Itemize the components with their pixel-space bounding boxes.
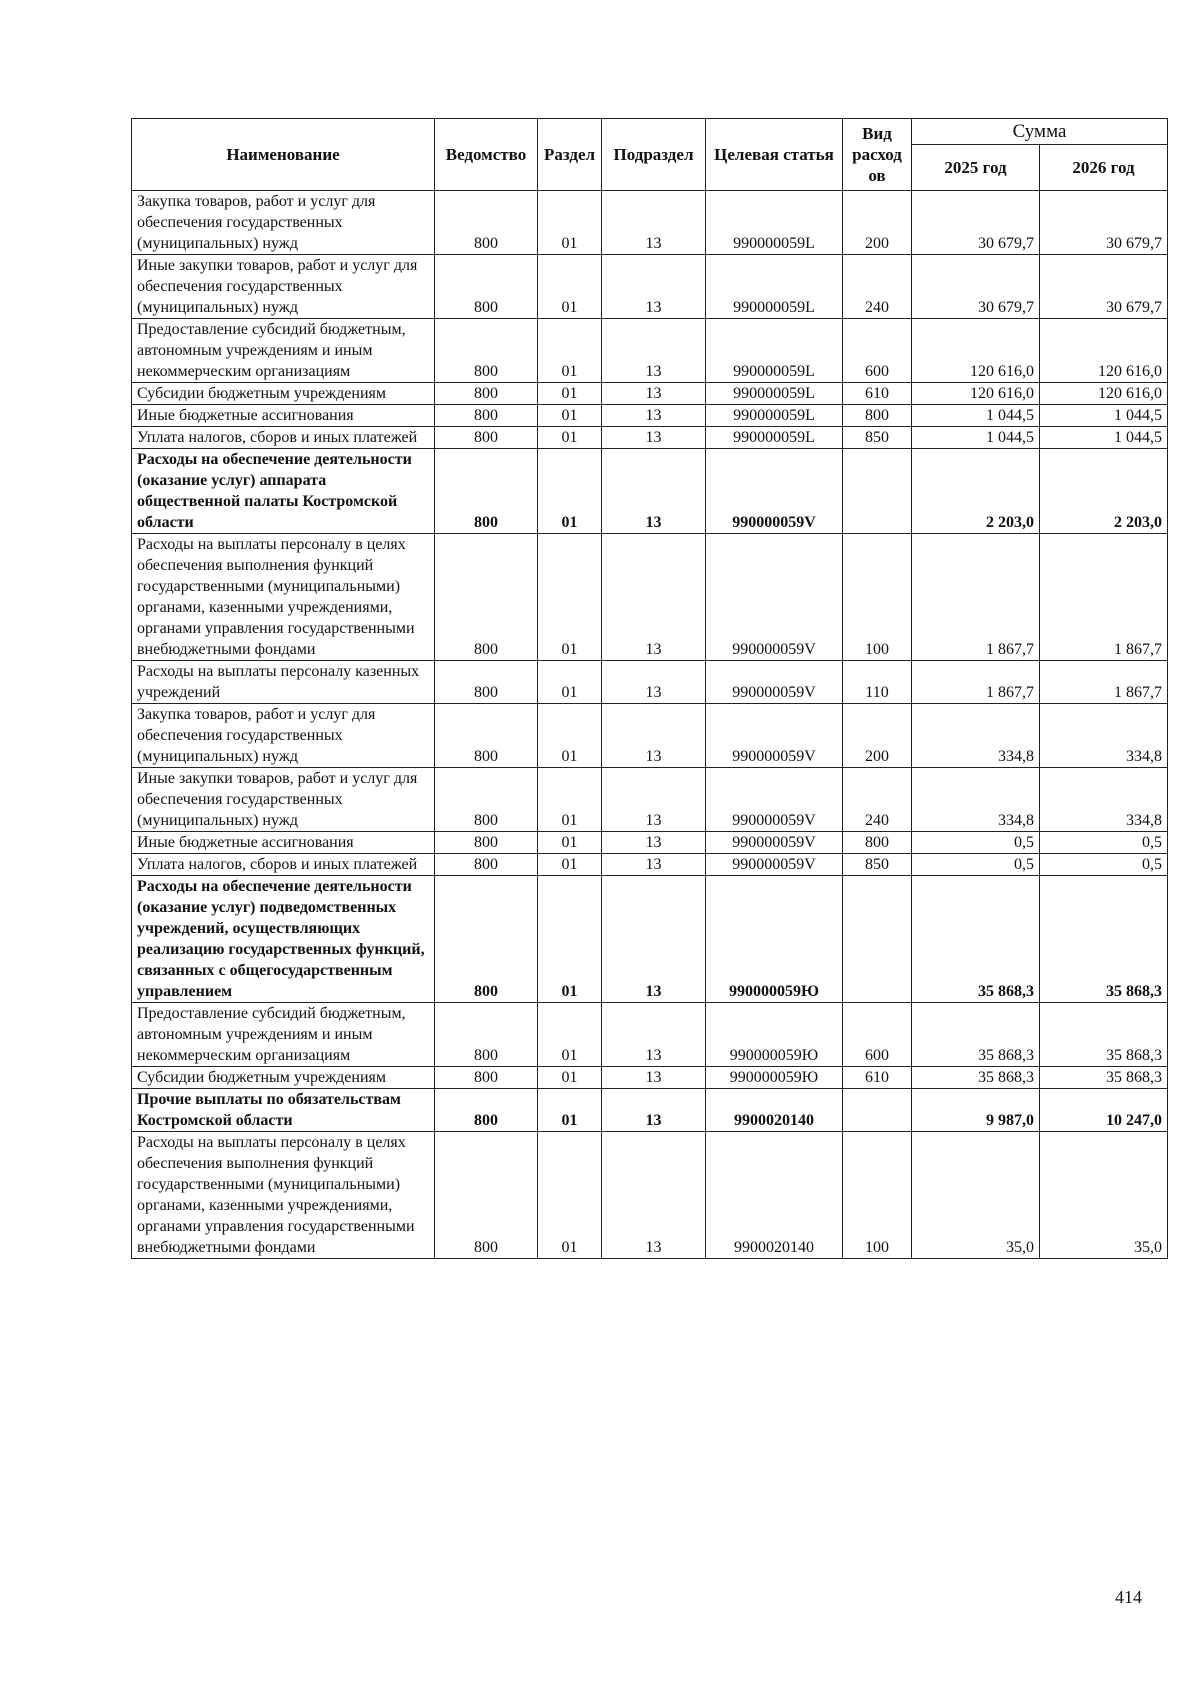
cell-exptype: 850 <box>843 427 912 449</box>
cell-name: Иные закупки товаров, работ и услуг для обеспечения государственных (муниципальных) нужд <box>132 768 435 832</box>
cell-section: 01 <box>538 1003 602 1067</box>
cell-section: 01 <box>538 1132 602 1259</box>
cell-subsection: 13 <box>602 405 706 427</box>
cell-exptype: 240 <box>843 255 912 319</box>
header-name: Наименование <box>132 119 435 191</box>
cell-sum-2026: 35 868,3 <box>1040 1067 1168 1089</box>
cell-dept: 800 <box>435 191 538 255</box>
table-header <box>132 119 1168 191</box>
cell-sum-2025: 1 867,7 <box>912 534 1040 661</box>
header-year-2026: 2026 год <box>1040 145 1168 191</box>
cell-sum-2026: 1 867,7 <box>1040 661 1168 704</box>
cell-sum-2026: 334,8 <box>1040 768 1168 832</box>
cell-subsection: 13 <box>602 832 706 854</box>
cell-section: 01 <box>538 427 602 449</box>
cell-name: Предоставление субсидий бюджетным, автономным учреждениям и иным некоммерческим организациям <box>132 1003 435 1067</box>
cell-subsection: 13 <box>602 704 706 768</box>
cell-section: 01 <box>538 832 602 854</box>
cell-target: 990000059L <box>706 191 843 255</box>
cell-sum-2026: 1 044,5 <box>1040 405 1168 427</box>
cell-dept: 800 <box>435 449 538 534</box>
cell-dept: 800 <box>435 876 538 1003</box>
cell-target: 990000059V <box>706 832 843 854</box>
cell-target: 990000059Ю <box>706 1067 843 1089</box>
cell-name: Закупка товаров, работ и услуг для обеспечения государственных (муниципальных) нужд <box>132 704 435 768</box>
cell-subsection: 13 <box>602 1132 706 1259</box>
cell-subsection: 13 <box>602 854 706 876</box>
cell-sum-2025: 334,8 <box>912 768 1040 832</box>
cell-exptype: 100 <box>843 1132 912 1259</box>
cell-name: Иные закупки товаров, работ и услуг для обеспечения государственных (муниципальных) нужд <box>132 255 435 319</box>
cell-sum-2026: 10 247,0 <box>1040 1089 1168 1132</box>
cell-dept: 800 <box>435 768 538 832</box>
cell-sum-2025: 35 868,3 <box>912 1067 1040 1089</box>
cell-target: 990000059V <box>706 661 843 704</box>
table-row <box>132 534 1168 661</box>
cell-sum-2026: 30 679,7 <box>1040 255 1168 319</box>
cell-dept: 800 <box>435 1067 538 1089</box>
cell-subsection: 13 <box>602 1067 706 1089</box>
cell-exptype <box>843 1089 912 1132</box>
cell-exptype: 800 <box>843 832 912 854</box>
cell-subsection: 13 <box>602 876 706 1003</box>
table-row <box>132 449 1168 534</box>
cell-name: Предоставление субсидий бюджетным, автономным учреждениям и иным некоммерческим организациям <box>132 319 435 383</box>
cell-section: 01 <box>538 449 602 534</box>
cell-sum-2025: 0,5 <box>912 832 1040 854</box>
cell-section: 01 <box>538 876 602 1003</box>
cell-name: Субсидии бюджетным учреждениям <box>132 383 435 405</box>
budget-sheet <box>131 118 1168 1259</box>
cell-sum-2026: 0,5 <box>1040 832 1168 854</box>
cell-target: 990000059L <box>706 405 843 427</box>
cell-section: 01 <box>538 191 602 255</box>
header-exptype: Вид расход ов <box>843 119 912 191</box>
cell-dept: 800 <box>435 661 538 704</box>
table-row <box>132 768 1168 832</box>
cell-sum-2026: 30 679,7 <box>1040 191 1168 255</box>
cell-subsection: 13 <box>602 427 706 449</box>
cell-exptype <box>843 876 912 1003</box>
cell-name: Расходы на выплаты персоналу в целях обеспечения выполнения функций государственными (муниципальными) органами, казенными учреждениями, органами управления государственными внебюджетными фондами <box>132 1132 435 1259</box>
page-number: 414 <box>1115 1587 1142 1607</box>
cell-sum-2026: 35 868,3 <box>1040 876 1168 1003</box>
cell-subsection: 13 <box>602 768 706 832</box>
cell-dept: 800 <box>435 534 538 661</box>
header-subsection: Подраздел <box>602 119 706 191</box>
cell-name: Расходы на обеспечение деятельности (оказание услуг) подведомственных учреждений, осуществляющих реализацию государственных функций, связанных с общегосударственным управлением <box>132 876 435 1003</box>
cell-exptype: 200 <box>843 191 912 255</box>
table-row <box>132 1067 1168 1089</box>
cell-sum-2026: 120 616,0 <box>1040 383 1168 405</box>
cell-subsection: 13 <box>602 383 706 405</box>
cell-sum-2026: 35 868,3 <box>1040 1003 1168 1067</box>
table-row <box>132 383 1168 405</box>
cell-sum-2025: 1 044,5 <box>912 405 1040 427</box>
cell-target: 9900020140 <box>706 1089 843 1132</box>
cell-dept: 800 <box>435 427 538 449</box>
header-sum: Сумма <box>912 119 1168 145</box>
cell-target: 990000059V <box>706 449 843 534</box>
cell-section: 01 <box>538 1067 602 1089</box>
table-row <box>132 191 1168 255</box>
cell-target: 990000059L <box>706 427 843 449</box>
cell-target: 990000059Ю <box>706 1003 843 1067</box>
cell-target: 990000059V <box>706 534 843 661</box>
cell-dept: 800 <box>435 405 538 427</box>
table-row <box>132 405 1168 427</box>
table-row <box>132 427 1168 449</box>
cell-dept: 800 <box>435 832 538 854</box>
cell-dept: 800 <box>435 383 538 405</box>
cell-dept: 800 <box>435 1132 538 1259</box>
cell-sum-2025: 9 987,0 <box>912 1089 1040 1132</box>
cell-subsection: 13 <box>602 661 706 704</box>
cell-sum-2026: 35,0 <box>1040 1132 1168 1259</box>
header-year-2025: 2025 год <box>912 145 1040 191</box>
cell-sum-2025: 30 679,7 <box>912 191 1040 255</box>
table-row <box>132 1003 1168 1067</box>
cell-sum-2025: 1 867,7 <box>912 661 1040 704</box>
cell-subsection: 13 <box>602 319 706 383</box>
cell-name: Иные бюджетные ассигнования <box>132 405 435 427</box>
cell-dept: 800 <box>435 255 538 319</box>
table-row <box>132 854 1168 876</box>
cell-name: Уплата налогов, сборов и иных платежей <box>132 854 435 876</box>
cell-name: Прочие выплаты по обязательствам Костромской области <box>132 1089 435 1132</box>
cell-target: 990000059V <box>706 704 843 768</box>
cell-target: 990000059L <box>706 383 843 405</box>
table-row <box>132 704 1168 768</box>
table-row <box>132 1132 1168 1259</box>
cell-sum-2025: 35 868,3 <box>912 876 1040 1003</box>
budget-table <box>131 118 1168 1259</box>
table-row <box>132 876 1168 1003</box>
cell-exptype: 100 <box>843 534 912 661</box>
table-row <box>132 319 1168 383</box>
cell-exptype: 610 <box>843 383 912 405</box>
cell-target: 990000059L <box>706 319 843 383</box>
cell-sum-2026: 1 044,5 <box>1040 427 1168 449</box>
cell-dept: 800 <box>435 319 538 383</box>
cell-dept: 800 <box>435 704 538 768</box>
cell-name: Закупка товаров, работ и услуг для обеспечения государственных (муниципальных) нужд <box>132 191 435 255</box>
cell-name: Расходы на выплаты персоналу казенных учреждений <box>132 661 435 704</box>
table-row <box>132 1089 1168 1132</box>
cell-sum-2025: 334,8 <box>912 704 1040 768</box>
cell-section: 01 <box>538 255 602 319</box>
cell-name: Иные бюджетные ассигнования <box>132 832 435 854</box>
cell-dept: 800 <box>435 1089 538 1132</box>
cell-sum-2025: 35 868,3 <box>912 1003 1040 1067</box>
cell-subsection: 13 <box>602 1089 706 1132</box>
cell-sum-2025: 35,0 <box>912 1132 1040 1259</box>
cell-section: 01 <box>538 319 602 383</box>
cell-sum-2025: 2 203,0 <box>912 449 1040 534</box>
cell-target: 9900020140 <box>706 1132 843 1259</box>
cell-sum-2026: 120 616,0 <box>1040 319 1168 383</box>
cell-target: 990000059V <box>706 768 843 832</box>
cell-exptype: 610 <box>843 1067 912 1089</box>
cell-sum-2025: 120 616,0 <box>912 319 1040 383</box>
cell-sum-2026: 334,8 <box>1040 704 1168 768</box>
cell-exptype: 800 <box>843 405 912 427</box>
cell-name: Расходы на выплаты персоналу в целях обеспечения выполнения функций государственными (муниципальными) органами, казенными учреждениями, органами управления государственными внебюджетными фондами <box>132 534 435 661</box>
cell-subsection: 13 <box>602 1003 706 1067</box>
table-body <box>132 191 1168 1259</box>
cell-section: 01 <box>538 768 602 832</box>
cell-target: 990000059Ю <box>706 876 843 1003</box>
table-row <box>132 832 1168 854</box>
cell-dept: 800 <box>435 854 538 876</box>
cell-sum-2026: 1 867,7 <box>1040 534 1168 661</box>
cell-target: 990000059L <box>706 255 843 319</box>
header-target: Целевая статья <box>706 119 843 191</box>
cell-section: 01 <box>538 534 602 661</box>
header-dept: Ведомство <box>435 119 538 191</box>
cell-section: 01 <box>538 1089 602 1132</box>
cell-sum-2025: 30 679,7 <box>912 255 1040 319</box>
cell-exptype: 600 <box>843 319 912 383</box>
cell-target: 990000059V <box>706 854 843 876</box>
cell-sum-2025: 0,5 <box>912 854 1040 876</box>
cell-exptype: 200 <box>843 704 912 768</box>
cell-section: 01 <box>538 383 602 405</box>
cell-name: Уплата налогов, сборов и иных платежей <box>132 427 435 449</box>
table-row <box>132 255 1168 319</box>
cell-section: 01 <box>538 854 602 876</box>
cell-exptype: 240 <box>843 768 912 832</box>
cell-section: 01 <box>538 704 602 768</box>
cell-exptype: 110 <box>843 661 912 704</box>
cell-sum-2025: 120 616,0 <box>912 383 1040 405</box>
cell-sum-2026: 0,5 <box>1040 854 1168 876</box>
cell-subsection: 13 <box>602 255 706 319</box>
cell-sum-2026: 2 203,0 <box>1040 449 1168 534</box>
cell-subsection: 13 <box>602 191 706 255</box>
cell-exptype: 600 <box>843 1003 912 1067</box>
cell-section: 01 <box>538 405 602 427</box>
cell-exptype <box>843 449 912 534</box>
cell-section: 01 <box>538 661 602 704</box>
cell-dept: 800 <box>435 1003 538 1067</box>
table-row <box>132 661 1168 704</box>
header-section: Раздел <box>538 119 602 191</box>
cell-name: Субсидии бюджетным учреждениям <box>132 1067 435 1089</box>
cell-exptype: 850 <box>843 854 912 876</box>
cell-sum-2025: 1 044,5 <box>912 427 1040 449</box>
cell-name: Расходы на обеспечение деятельности (оказание услуг) аппарата общественной палаты Костромской области <box>132 449 435 534</box>
cell-subsection: 13 <box>602 534 706 661</box>
cell-subsection: 13 <box>602 449 706 534</box>
